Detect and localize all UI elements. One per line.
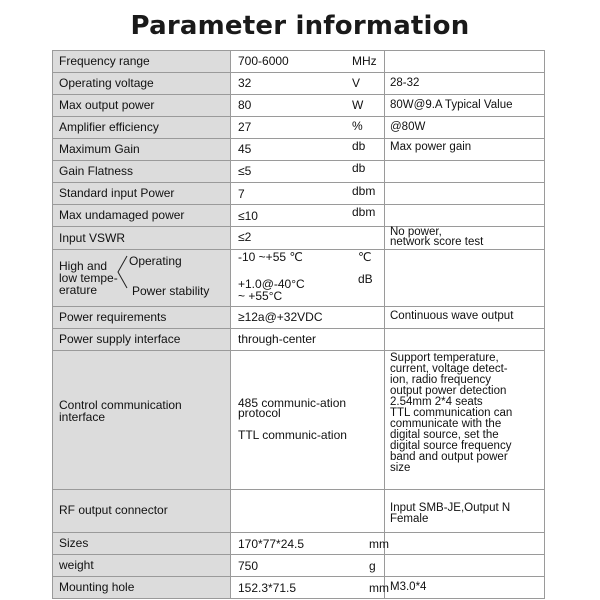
row-label: Sizes <box>59 536 89 550</box>
control-note-line: digital source frequency <box>390 440 512 452</box>
row-value: ≤5 <box>238 164 252 178</box>
row-unit: db <box>352 161 366 175</box>
row-value: 80 <box>238 98 252 112</box>
control-note-line: ion, radio frequency <box>390 374 492 386</box>
row-value: 32 <box>238 76 252 90</box>
row-label: Max undamaged power <box>59 208 185 222</box>
temperature-unit-operating: ℃ <box>358 250 372 264</box>
control-note-line: output power detection <box>390 385 507 397</box>
row-label: Power supply interface <box>59 332 181 346</box>
table-row-vswr <box>53 227 545 250</box>
row-note: @80W <box>390 121 426 133</box>
row-note: Max power gain <box>390 141 472 153</box>
temperature-sub-stability: Power stability <box>132 284 210 298</box>
row-unit: dbm <box>352 184 376 198</box>
temperature-label-line2: low tempe- <box>59 271 118 285</box>
row-note-line2: network score test <box>390 236 484 248</box>
control-note-line: digital source, set the <box>390 429 499 441</box>
row-label: Operating voltage <box>59 76 154 90</box>
row-unit: % <box>352 119 363 133</box>
table-row-mounting <box>53 577 545 599</box>
table-row-output-power <box>53 95 545 117</box>
parameter-table <box>52 50 545 599</box>
row-label: weight <box>59 558 94 572</box>
control-label-line2: interface <box>59 410 106 424</box>
row-unit: MHz <box>352 54 377 68</box>
table-row-sizes <box>53 533 545 555</box>
control-note-line: current, voltage detect- <box>390 363 508 375</box>
row-label: Frequency range <box>59 54 150 68</box>
row-value: 750 <box>238 559 259 573</box>
table-row-input-power <box>53 183 545 205</box>
page-title: Parameter information <box>130 11 470 41</box>
temperature-value-stability-line2: ~ +55°C <box>238 289 283 303</box>
control-value-485-line2: protocol <box>238 406 281 420</box>
temperature-unit-stability: dB <box>358 272 373 286</box>
control-note-line: 2.54mm 2*4 seats <box>390 396 483 408</box>
row-value: 7 <box>238 187 245 201</box>
control-note-line: size <box>390 462 411 474</box>
table-row-control-interface <box>53 351 545 490</box>
control-note-line: communicate with the <box>390 418 502 430</box>
rf-note-line1: Input SMB-JE,Output N <box>390 502 511 514</box>
row-value: 27 <box>238 120 252 134</box>
table-row-undamaged-power <box>53 205 545 227</box>
row-unit: W <box>352 98 364 112</box>
temperature-label-line1: High and <box>59 259 108 273</box>
row-unit: mm <box>369 581 389 595</box>
row-unit: mm <box>369 537 389 551</box>
row-note-line1: No power, <box>390 226 442 238</box>
control-note-line: Support temperature, <box>390 352 499 364</box>
table-row-frequency <box>53 51 545 73</box>
row-unit: V <box>352 76 361 90</box>
row-label: Input VSWR <box>59 231 126 245</box>
row-note: M3.0*4 <box>390 581 427 593</box>
table-row-rf-connector <box>53 490 545 533</box>
row-note: 28-32 <box>390 77 420 89</box>
control-note-line: band and output power <box>390 451 508 463</box>
temperature-value-stability-line1: +1.0@-40°C <box>238 277 305 291</box>
temperature-value-operating: -10 ~+55 ℃ <box>238 250 303 264</box>
row-value: 45 <box>238 142 252 156</box>
row-value: through-center <box>238 332 317 346</box>
control-note-line: TTL communication can <box>390 407 513 419</box>
row-value: ≤10 <box>238 209 258 223</box>
row-label: Gain Flatness <box>59 164 134 178</box>
table-row-temperature <box>53 250 545 307</box>
row-value: 700-6000 <box>238 54 289 68</box>
control-label-line1: Control communication <box>59 398 182 412</box>
row-label: Standard input Power <box>59 186 175 200</box>
table-row-flatness <box>53 161 545 183</box>
row-label: Power requirements <box>59 310 167 324</box>
row-label: Amplifier efficiency <box>59 120 159 134</box>
control-value-ttl: TTL communic-ation <box>238 428 347 442</box>
table-row-power-requirements <box>53 307 545 329</box>
temperature-sub-operating: Operating <box>129 254 182 268</box>
rf-note-line2: Female <box>390 513 429 525</box>
table-row-power-interface <box>53 329 545 351</box>
row-label: RF output connector <box>59 503 168 517</box>
row-note: 80W@9.A Typical Value <box>390 99 513 111</box>
row-value: ≥12a@+32VDC <box>238 310 323 324</box>
row-label: Mounting hole <box>59 580 135 594</box>
table-row-efficiency <box>53 117 545 139</box>
row-unit: g <box>369 559 376 573</box>
row-unit: db <box>352 139 366 153</box>
row-value: 152.3*71.5 <box>238 581 297 595</box>
table-row-weight <box>53 555 545 577</box>
row-note: Continuous wave output <box>390 310 514 322</box>
brace-icon <box>115 252 129 292</box>
row-label: Max output power <box>59 98 155 112</box>
row-unit: dbm <box>352 205 376 219</box>
row-value: ≤2 <box>238 230 252 244</box>
row-label: Maximum Gain <box>59 142 140 156</box>
table-row-max-gain <box>53 139 545 161</box>
row-value: 170*77*24.5 <box>238 537 305 551</box>
control-value-485-line1: 485 communic-ation <box>238 396 347 410</box>
temperature-label-line3: erature <box>59 283 98 297</box>
table-row-voltage <box>53 73 545 95</box>
